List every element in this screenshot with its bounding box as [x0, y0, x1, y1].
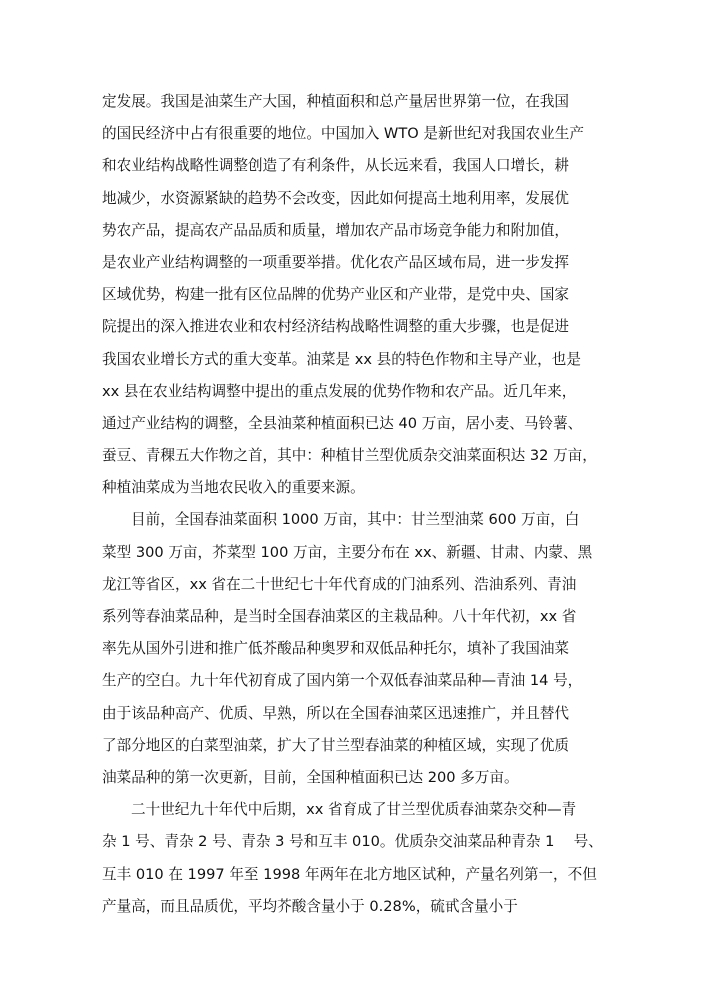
paragraph-1-line-8: 院提出的深入推进农业和农村经济结构战略性调整的重大步骤，也是促进	[102, 318, 570, 336]
paragraph-3-line-4: 产量高，而且品质优，平均芥酸含量小于 0.28%，硫甙含量小于	[102, 897, 518, 915]
paragraph-1-line-12: 蚕豆、青稞五大作物之首，其中：种植甘兰型优质杂交油菜面积达 32 万亩，	[102, 447, 597, 465]
paragraph-2-line-8: 了部分地区的白菜型油菜，扩大了甘兰型春油菜的种植区域，实现了优质	[102, 736, 570, 754]
paragraph-2-line-9: 油菜品种的第一次更新，目前，全国种植面积已达 200 多万亩。	[102, 768, 519, 786]
paragraph-1-line-1: 定发展。我国是油菜生产大国，种植面积和总产量居世界第一位，在我国	[102, 93, 570, 110]
paragraph-1-line-4: 地减少，水资源紧缺的趋势不会改变，因此如何提高土地利用率，发展优	[102, 189, 570, 207]
paragraph-2-line-1: 目前，全国春油菜面积 1000 万亩，其中：甘兰型油菜 600 万亩，白	[131, 511, 580, 529]
paragraph-2-line-4: 系列等春油菜品种，是当时全国春油菜区的主栽品种。八十年代初，xx 省	[102, 608, 577, 625]
paragraph-1-line-7: 区域优势，构建一批有区位品牌的优势产业区和产业带，是党中央、国家	[102, 286, 570, 304]
paragraph-1-line-2: 的国民经济中占有很重要的地位。中国加入 WTO 是新世纪对我国农业生产	[102, 125, 584, 143]
paragraph-2-line-3: 龙江等省区，xx 省在二十世纪七十年代育成的门油系列、浩油系列、青油	[102, 575, 577, 593]
paragraph-3-line-1: 二十世纪九十年代中后期，xx 省育成了甘兰型优质春油菜杂交种—青	[131, 801, 577, 819]
paragraph-2-line-7: 由于该品种高产、优质、早熟，所以在全国春油菜区迅速推广，并且替代	[102, 704, 570, 722]
paragraph-1-line-6: 是农业产业结构调整的一项重要举措。优化农产品区域布局，进一步发挥	[102, 253, 570, 271]
paragraph-1-line-13: 种植油菜成为当地农民收入的重要来源。	[102, 479, 365, 497]
paragraph-1-line-9: 我国农业增长方式的重大变革。油菜是 xx 县的特色作物和主导产业，也是	[102, 350, 581, 368]
paragraph-3-line-3: 互丰 010 在 1997 年至 1998 年两年在北方地区试种，产量名列第一，不但	[102, 865, 597, 883]
paragraph-3-line-2: 杂 1 号、青杂 2 号、青杂 3 号和互丰 010。优质杂交油菜品种青杂 1 号、	[102, 833, 603, 851]
paragraph-1-line-3: 和农业结构战略性调整创造了有利条件，从长远来看，我国人口增长，耕	[102, 157, 570, 175]
body-text	[102, 86, 642, 923]
paragraph-2-line-2: 菜型 300 万亩，芥菜型 100 万亩，主要分布在 xx、新疆、甘肃、内蒙、黑	[102, 543, 593, 561]
paragraph-1-line-10: xx 县在农业结构调整中提出的重点发展的优势作物和农产品。近几年来，	[102, 382, 577, 400]
paragraph-1-line-5: 势农产品，提高农产品品质和质量，增加农产品市场竞争能力和附加值，	[102, 221, 570, 239]
paragraph-2-line-6: 生产的空白。九十年代初育成了国内第一个双低春油菜品种—青油 14 号，	[102, 672, 583, 690]
paragraph-2-line-5: 率先从国外引进和推广低芥酸品种奥罗和双低品种托尔，填补了我国油菜	[102, 640, 570, 658]
paragraph-1-line-11: 通过产业结构的调整，全县油菜种植面积已达 40 万亩，居小麦、马铃薯、	[102, 414, 583, 432]
